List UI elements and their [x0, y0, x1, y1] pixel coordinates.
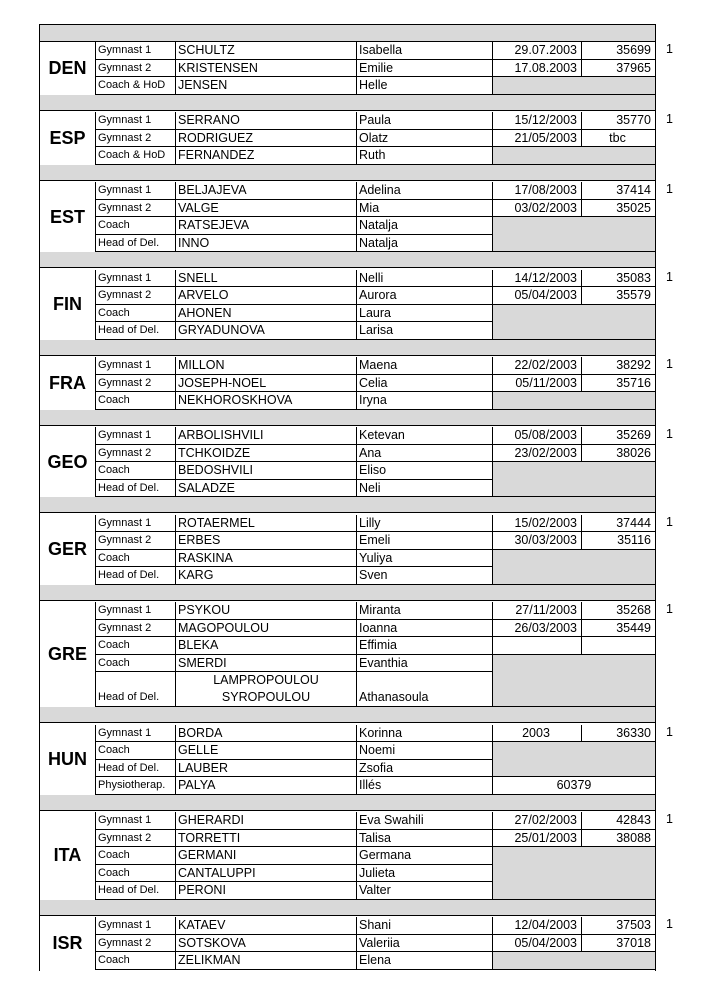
last-name-cell: RATSEJEVA — [175, 217, 356, 235]
first-name-cell: Elena — [356, 952, 492, 970]
last-name-cell: ARBOLISHVILI — [175, 427, 356, 445]
role-cell: Gymnast 1 — [95, 602, 175, 620]
role-cell: Gymnast 1 — [95, 270, 175, 288]
row-mark: 1 — [666, 357, 673, 371]
first-name-cell: Laura — [356, 305, 492, 323]
first-name-cell: Mia — [356, 200, 492, 218]
separator-band — [40, 340, 655, 356]
role-cell: Gymnast 1 — [95, 42, 175, 60]
date-of-birth-cell: 15/12/2003 — [492, 112, 581, 130]
separator-band — [40, 252, 655, 268]
date-of-birth-cell: 23/02/2003 — [492, 445, 581, 463]
date-of-birth-cell: 22/02/2003 — [492, 357, 581, 375]
row-mark: 1 — [666, 514, 673, 529]
first-name-cell: Isabella — [356, 42, 492, 60]
last-name-cell: JOSEPH-NOEL — [175, 375, 356, 393]
last-name-cell: BELJAJEVA — [175, 182, 356, 200]
date-of-birth-cell: 03/02/2003 — [492, 200, 581, 218]
empty-shaded-cell — [492, 305, 655, 340]
empty-cell — [492, 637, 581, 655]
role-cell: Coach & HoD — [95, 77, 175, 95]
first-name-cell: Germana — [356, 847, 492, 865]
last-name-cell: BORDA — [175, 725, 356, 743]
last-name-cell: AHONEN — [175, 305, 356, 323]
last-name-cell: TORRETTI — [175, 830, 356, 848]
last-name-cell: FERNANDEZ — [175, 147, 356, 165]
empty-shaded-cell — [492, 77, 655, 95]
country-code: FRA — [49, 372, 86, 393]
separator-band — [40, 707, 655, 723]
date-of-birth-cell: 14/12/2003 — [492, 270, 581, 288]
first-name-cell: Valter — [356, 882, 492, 900]
role-cell: Gymnast 2 — [95, 935, 175, 953]
country-code: GER — [47, 539, 87, 559]
date-of-birth-cell: 05/08/2003 — [492, 427, 581, 445]
date-of-birth-cell: 29.07.2003 — [492, 42, 581, 60]
date-of-birth-cell: 25/01/2003 — [492, 830, 581, 848]
first-name-cell: Julieta — [356, 865, 492, 883]
license-number-cell: 35083 — [581, 270, 655, 288]
last-name-cell: VALGE — [175, 200, 356, 218]
last-name-cell: PERONI — [175, 882, 356, 900]
empty-cell — [581, 637, 655, 655]
row-mark: 1 — [666, 182, 673, 196]
last-name-cell: NEKHOROSKHOVA — [175, 392, 356, 410]
role-cell: Coach — [95, 865, 175, 883]
role-cell: Head of Del. — [95, 480, 175, 498]
last-name-cell: SCHULTZ — [175, 42, 356, 60]
empty-shaded-cell — [492, 847, 655, 900]
first-name-cell: Lilly — [356, 515, 492, 533]
last-name-cell: GHERARDI — [175, 812, 356, 830]
last-name-cell: ZELIKMAN — [175, 952, 356, 970]
first-name-cell: Zsofia — [356, 760, 492, 778]
country-code: ITA — [53, 845, 82, 866]
last-name-cell: TCHKOIDZE — [175, 445, 356, 463]
date-of-birth-cell: 12/04/2003 — [492, 917, 581, 935]
empty-shaded-cell — [492, 217, 655, 252]
role-cell: Coach — [95, 462, 175, 480]
last-name-cell: KARG — [175, 567, 356, 585]
first-name-cell: Athanasoula — [356, 672, 492, 707]
role-cell: Coach — [95, 392, 175, 410]
license-number-cell: 35025 — [581, 200, 655, 218]
role-cell: Head of Del. — [95, 235, 175, 253]
separator-band — [40, 165, 655, 181]
date-of-birth-cell: 17.08.2003 — [492, 60, 581, 78]
license-number-cell: 60379 — [492, 777, 655, 795]
separator-band — [40, 410, 655, 426]
first-name-cell: Ioanna — [356, 620, 492, 638]
row-mark: 1 — [666, 724, 673, 739]
row-mark: 1 — [666, 269, 673, 284]
first-name-cell: Miranta — [356, 602, 492, 620]
last-name-cell: GERMANI — [175, 847, 356, 865]
role-cell: Gymnast 2 — [95, 287, 175, 305]
first-name-cell: Talisa — [356, 830, 492, 848]
date-of-birth-cell: 2003 — [492, 725, 581, 743]
last-name-cell: BLEKA — [175, 637, 356, 655]
first-name-cell: Ketevan — [356, 427, 492, 445]
license-number-cell: 38026 — [581, 445, 655, 463]
country-code: FIN — [53, 294, 82, 314]
row-mark: 1 — [666, 602, 673, 616]
role-cell: Gymnast 2 — [95, 375, 175, 393]
license-number-cell: 36330 — [581, 725, 655, 743]
first-name-cell: Ana — [356, 445, 492, 463]
role-cell: Physiotherap. — [95, 777, 175, 795]
first-name-cell: Eliso — [356, 462, 492, 480]
first-name-cell: Natalja — [356, 235, 492, 253]
role-cell: Coach — [95, 637, 175, 655]
first-name-cell: Korinna — [356, 725, 492, 743]
separator-band — [40, 795, 655, 811]
empty-shaded-cell — [492, 550, 655, 585]
license-number-cell: 35268 — [581, 602, 655, 620]
last-name-cell: GELLE — [175, 742, 356, 760]
row-mark: 1 — [666, 42, 673, 56]
license-number-cell: 38088 — [581, 830, 655, 848]
row-mark: 1 — [666, 112, 673, 126]
license-number-cell: 35770 — [581, 112, 655, 130]
empty-shaded-cell — [492, 742, 655, 777]
last-name-cell: GRYADUNOVA — [175, 322, 356, 340]
last-name-cell: KRISTENSEN — [175, 60, 356, 78]
role-cell: Head of Del. — [95, 567, 175, 585]
row-mark: 1 — [666, 917, 673, 931]
last-name-cell: SNELL — [175, 270, 356, 288]
last-name-cell: MILLON — [175, 357, 356, 375]
first-name-cell: Paula — [356, 112, 492, 130]
first-name-cell: Aurora — [356, 287, 492, 305]
date-of-birth-cell: 30/03/2003 — [492, 532, 581, 550]
date-of-birth-cell: 27/02/2003 — [492, 812, 581, 830]
first-name-cell: Nelli — [356, 270, 492, 288]
license-number-cell: 37414 — [581, 182, 655, 200]
role-cell: Gymnast 2 — [95, 130, 175, 148]
last-name-cell: CANTALUPPI — [175, 865, 356, 883]
date-of-birth-cell: 05/04/2003 — [492, 935, 581, 953]
license-number-cell: 37444 — [581, 515, 655, 533]
last-name-cell: MAGOPOULOU — [175, 620, 356, 638]
separator-band — [40, 95, 655, 111]
first-name-cell: Eva Swahili — [356, 812, 492, 830]
license-number-cell: 35116 — [581, 532, 655, 550]
first-name-cell: Olatz — [356, 130, 492, 148]
date-of-birth-cell: 05/04/2003 — [492, 287, 581, 305]
first-name-cell: Maena — [356, 357, 492, 375]
license-number-cell: tbc — [581, 130, 655, 148]
last-name-cell: INNO — [175, 235, 356, 253]
empty-shaded-cell — [492, 952, 655, 970]
role-cell: Coach — [95, 847, 175, 865]
first-name-cell: Sven — [356, 567, 492, 585]
first-name-cell: Celia — [356, 375, 492, 393]
row-mark: 1 — [666, 427, 673, 441]
role-cell: Gymnast 2 — [95, 200, 175, 218]
date-of-birth-cell: 05/11/2003 — [492, 375, 581, 393]
role-cell: Coach & HoD — [95, 147, 175, 165]
role-cell: Head of Del. — [95, 760, 175, 778]
empty-shaded-cell — [492, 147, 655, 165]
first-name-cell: Shani — [356, 917, 492, 935]
role-cell: Gymnast 2 — [95, 620, 175, 638]
country-code: HUN — [48, 749, 87, 769]
last-name-cell: ROTAERMEL — [175, 515, 356, 533]
role-cell: Coach — [95, 655, 175, 673]
first-name-cell: Adelina — [356, 182, 492, 200]
date-of-birth-cell: 21/05/2003 — [492, 130, 581, 148]
first-name-cell: Evanthia — [356, 655, 492, 673]
last-name-cell: SALADZE — [175, 480, 356, 498]
role-cell: Gymnast 2 — [95, 532, 175, 550]
first-name-cell: Illés — [356, 777, 492, 795]
first-name-cell: Effimia — [356, 637, 492, 655]
date-of-birth-cell: 17/08/2003 — [492, 182, 581, 200]
separator-band — [40, 497, 655, 513]
separator-band — [40, 585, 655, 601]
last-name-line: SYROPOULOU — [221, 690, 311, 704]
last-name-cell: ERBES — [175, 532, 356, 550]
license-number-cell: 35716 — [581, 375, 655, 393]
first-name-cell: Iryna — [356, 392, 492, 410]
last-name-cell: RASKINA — [175, 550, 356, 568]
first-name-cell: Neli — [356, 480, 492, 498]
date-of-birth-cell: 15/02/2003 — [492, 515, 581, 533]
date-of-birth-cell: 26/03/2003 — [492, 620, 581, 638]
role-cell: Coach — [95, 305, 175, 323]
delegation-sheet — [39, 24, 656, 971]
last-name-cell: SMERDI — [175, 655, 356, 673]
first-name-cell: Valeriia — [356, 935, 492, 953]
first-name-cell: Noemi — [356, 742, 492, 760]
license-number-cell: 37018 — [581, 935, 655, 953]
separator-band — [40, 25, 655, 42]
role-cell: Gymnast 1 — [95, 515, 175, 533]
role-cell: Gymnast 1 — [95, 182, 175, 200]
first-name-cell: Emilie — [356, 60, 492, 78]
license-number-cell: 38292 — [581, 357, 655, 375]
last-name-cell: SERRANO — [175, 112, 356, 130]
role-cell: Gymnast 1 — [95, 725, 175, 743]
empty-shaded-cell — [492, 392, 655, 410]
country-code: EST — [49, 206, 85, 227]
last-name-cell: JENSEN — [175, 77, 356, 95]
role-cell: Gymnast 1 — [95, 112, 175, 130]
role-cell: Gymnast 2 — [95, 60, 175, 78]
role-cell: Head of Del. — [95, 672, 175, 707]
last-name-cell: KATAEV — [175, 917, 356, 935]
date-of-birth-cell: 27/11/2003 — [492, 602, 581, 620]
last-name-cell: PALYA — [175, 777, 356, 795]
role-cell: Gymnast 1 — [95, 812, 175, 830]
role-cell: Gymnast 1 — [95, 427, 175, 445]
last-name-cell: BEDOSHVILI — [175, 462, 356, 480]
license-number-cell: 35699 — [581, 42, 655, 60]
role-cell: Head of Del. — [95, 322, 175, 340]
role-cell: Gymnast 2 — [95, 830, 175, 848]
license-number-cell: 37965 — [581, 60, 655, 78]
role-cell: Coach — [95, 550, 175, 568]
role-cell: Gymnast 1 — [95, 357, 175, 375]
country-code: ISR — [52, 932, 83, 953]
last-name-cell: LAUBER — [175, 760, 356, 778]
license-number-cell: 35579 — [581, 287, 655, 305]
country-code: ESP — [49, 127, 86, 148]
first-name-cell: Larisa — [356, 322, 492, 340]
role-cell: Gymnast 1 — [95, 917, 175, 935]
country-code: GEO — [47, 451, 88, 472]
last-name-cell: SOTSKOVA — [175, 935, 356, 953]
country-code: DEN — [48, 57, 87, 78]
license-number-cell: 35269 — [581, 427, 655, 445]
first-name-cell: Yuliya — [356, 550, 492, 568]
first-name-cell: Helle — [356, 77, 492, 95]
country-code: GRE — [47, 644, 87, 664]
role-cell: Gymnast 2 — [95, 445, 175, 463]
license-number-cell: 42843 — [581, 812, 655, 830]
last-name-cell — [175, 672, 356, 707]
empty-shaded-cell — [492, 655, 655, 708]
last-name-cell: RODRIGUEZ — [175, 130, 356, 148]
last-name-line: LAMPROPOULOU — [213, 673, 319, 687]
first-name-cell: Emeli — [356, 532, 492, 550]
role-cell: Head of Del. — [95, 882, 175, 900]
first-name-cell: Natalja — [356, 217, 492, 235]
license-number-cell: 37503 — [581, 917, 655, 935]
role-cell: Coach — [95, 217, 175, 235]
role-cell: Coach — [95, 952, 175, 970]
role-cell: Coach — [95, 742, 175, 760]
last-name-cell: PSYKOU — [175, 602, 356, 620]
row-mark: 1 — [666, 812, 673, 826]
separator-band — [40, 900, 655, 916]
last-name-cell: ARVELO — [175, 287, 356, 305]
empty-shaded-cell — [492, 462, 655, 497]
license-number-cell: 35449 — [581, 620, 655, 638]
first-name-cell: Ruth — [356, 147, 492, 165]
